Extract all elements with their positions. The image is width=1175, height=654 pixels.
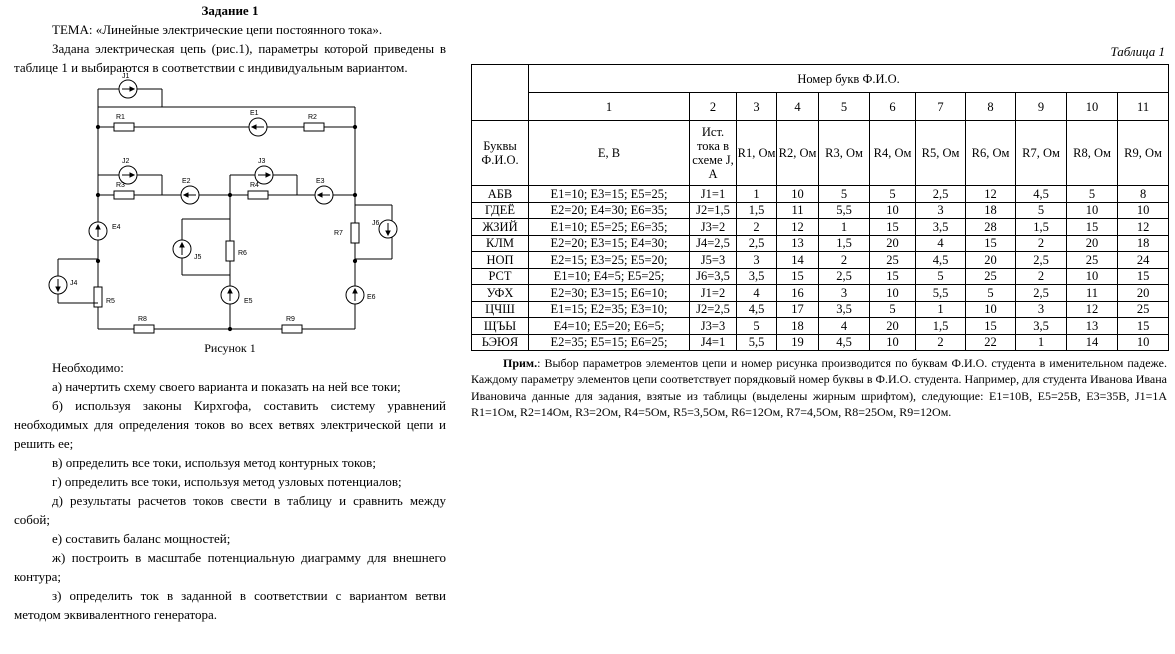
table-cell: 10 <box>870 202 916 219</box>
table-row <box>472 186 1169 203</box>
table-row <box>472 235 1169 252</box>
table-row <box>472 334 1169 351</box>
column-number: 1 <box>529 93 690 121</box>
table-cell: 3 <box>1016 301 1067 318</box>
table-cell: 20 <box>870 235 916 252</box>
table-cell: 5 <box>819 186 870 203</box>
table-cell: 18 <box>966 202 1016 219</box>
note-text: : Выбор параметров элементов цепи и номер рисунка производится по буквам Ф.И.О. студента в именительном падеже. Каждому параметру элементов цепи соответствует порядковый номер буквы в Ф.И.О. студента. Например, для студента Иванова Ивана Ивановича данные для задания, взятые из таблицы (выделены жирным шрифтом), следующие: Е1=10В, Е5=25В, Е3=35В, J1=1А R1=1Ом, R2=14Ом, R3=2Ом, R4=5Ом, R5=3,5Ом, R6=12Ом, R7=4,5Ом, R8=25Ом, R9=12Ом. <box>471 356 1167 420</box>
assignment-intro: Задана электрическая цепь (рис.1), параметры которой приведены в таблице 1 и выбираются в соответствии с индивидуальным вариантом. <box>14 41 446 75</box>
label-R3: R3 <box>116 182 125 189</box>
table-cell: 2,5 <box>1016 252 1067 269</box>
table-cell: 20 <box>1067 235 1118 252</box>
table-cell: 1,5 <box>819 235 870 252</box>
table-cell: ЩЪЫ <box>472 318 529 335</box>
table-cell: 15 <box>777 268 819 285</box>
requirement-item: а) начертить схему своего варианта и показать на ней все токи; <box>52 379 401 394</box>
table-cell: 10 <box>870 334 916 351</box>
table-cell: 3,5 <box>916 219 966 236</box>
table-cell: 2,5 <box>1016 285 1067 302</box>
table-cell: 25 <box>1067 252 1118 269</box>
column-header: Е, В <box>529 121 690 186</box>
table-cell: 10 <box>1118 202 1169 219</box>
requirement-item: г) определить все токи, используя метод узловых потенциалов; <box>52 474 402 489</box>
table-cell: 25 <box>966 268 1016 285</box>
label-J5: J5 <box>194 254 202 261</box>
label-J2: J2 <box>122 158 130 165</box>
table-cell: 22 <box>966 334 1016 351</box>
table-cell: J4=2,5 <box>690 235 737 252</box>
label-E6: E6 <box>367 294 376 301</box>
table-cell: 14 <box>777 252 819 269</box>
table-cell: 15 <box>966 318 1016 335</box>
table-cell: ГДЕЁ <box>472 202 529 219</box>
table-cell: 4,5 <box>1016 186 1067 203</box>
label-R8: R8 <box>138 316 147 323</box>
label-R2: R2 <box>308 114 317 121</box>
table-row <box>472 285 1169 302</box>
table-cell: 1 <box>916 301 966 318</box>
table-cell: 12 <box>966 186 1016 203</box>
table-cell: 16 <box>777 285 819 302</box>
table-cell: 25 <box>870 252 916 269</box>
label-R7: R7 <box>334 230 343 237</box>
table-cell: 5 <box>737 318 777 335</box>
table-cell: 12 <box>1067 301 1118 318</box>
requirement-item: ж) построить в масштабе потенциальную диаграмму для внешнего контура; <box>14 550 446 584</box>
table-cell: 5 <box>870 186 916 203</box>
column-number: 3 <box>737 93 777 121</box>
table-cell: J5=3 <box>690 252 737 269</box>
label-J3: J3 <box>258 158 266 165</box>
table-cell: 2,5 <box>916 186 966 203</box>
table-cell: 5,5 <box>916 285 966 302</box>
table-cell: 2 <box>1016 268 1067 285</box>
table-cell: 2,5 <box>819 268 870 285</box>
note <box>471 355 1169 421</box>
table-row <box>472 219 1169 236</box>
table-cell: РСТ <box>472 268 529 285</box>
group-header: Номер букв Ф.И.О. <box>529 65 1169 93</box>
label-J4: J4 <box>70 280 78 287</box>
table-cell: 5,5 <box>737 334 777 351</box>
table-cell: J2=1,5 <box>690 202 737 219</box>
table-cell: 5 <box>916 268 966 285</box>
table-cell: 10 <box>1067 202 1118 219</box>
table-cell: 10 <box>1067 268 1118 285</box>
assignment-theme: ТЕМА: «Линейные электрические цепи постоянного тока». <box>52 22 383 37</box>
table-cell: J6=3,5 <box>690 268 737 285</box>
label-R5: R5 <box>106 298 115 305</box>
table-cell: 24 <box>1118 252 1169 269</box>
label-R1: R1 <box>116 114 125 121</box>
table-cell: 11 <box>1067 285 1118 302</box>
table-cell: 18 <box>777 318 819 335</box>
table-cell: 10 <box>966 301 1016 318</box>
column-number: 8 <box>966 93 1016 121</box>
table-cell: 15 <box>1118 318 1169 335</box>
requirement-item: е) составить баланс мощностей; <box>52 531 231 546</box>
table-cell: 19 <box>777 334 819 351</box>
table-cell: ЬЭЮЯ <box>472 334 529 351</box>
table-cell: 4 <box>819 318 870 335</box>
table-cell: J3=3 <box>690 318 737 335</box>
corner-cell <box>472 65 529 121</box>
table-cell: 12 <box>1118 219 1169 236</box>
table-cell: НОП <box>472 252 529 269</box>
label-R4: R4 <box>250 182 259 189</box>
table-cell: 5 <box>1016 202 1067 219</box>
table-cell: КЛМ <box>472 235 529 252</box>
table-cell: 3 <box>819 285 870 302</box>
figure-caption: Рисунок 1 <box>204 341 256 355</box>
table-cell: 18 <box>1118 235 1169 252</box>
table-cell: Е2=15; Е3=25; Е5=20; <box>529 252 690 269</box>
table-cell: 11 <box>777 202 819 219</box>
table-cell: 3 <box>737 252 777 269</box>
column-header: R3, Ом <box>819 121 870 186</box>
label-E4: E4 <box>112 224 121 231</box>
column-header: R9, Ом <box>1118 121 1169 186</box>
table-cell: 10 <box>870 285 916 302</box>
column-number: 10 <box>1067 93 1118 121</box>
column-number: 2 <box>690 93 737 121</box>
table-cell: 1,5 <box>737 202 777 219</box>
table-cell: 2 <box>916 334 966 351</box>
label-E1: E1 <box>250 110 259 117</box>
table-cell: УФХ <box>472 285 529 302</box>
table-cell: 20 <box>870 318 916 335</box>
requirements-heading: Необходимо: <box>52 360 124 375</box>
table-cell: Е2=35; Е5=15; Е6=25; <box>529 334 690 351</box>
table-cell: ЖЗИЙ <box>472 219 529 236</box>
table-cell: 10 <box>777 186 819 203</box>
table-caption: Таблица 1 <box>1110 44 1165 59</box>
column-number: 6 <box>870 93 916 121</box>
table-cell: Е1=10; Е4=5; Е5=25; <box>529 268 690 285</box>
parameters-table <box>471 64 1169 351</box>
table-cell: Е2=20; Е4=30; Е6=35; <box>529 202 690 219</box>
table-cell: 15 <box>870 268 916 285</box>
table-cell: 1 <box>737 186 777 203</box>
table-cell: 13 <box>777 235 819 252</box>
table-cell: 1,5 <box>916 318 966 335</box>
table-cell: 13 <box>1067 318 1118 335</box>
label-J1: J1 <box>122 73 130 80</box>
table-cell: 1,5 <box>1016 219 1067 236</box>
label-R9: R9 <box>286 316 295 323</box>
table-cell: J1=2 <box>690 285 737 302</box>
table-cell: 3,5 <box>819 301 870 318</box>
table-cell: АБВ <box>472 186 529 203</box>
table-cell: 15 <box>1067 219 1118 236</box>
requirement-item: б) используя законы Кирхгофа, составить систему уравнений необходимых для определения токов во всех ветвях электрической цепи и решить ее; <box>14 398 446 451</box>
table-cell: Е1=10; Е3=15; Е5=25; <box>529 186 690 203</box>
table-cell: 2 <box>1016 235 1067 252</box>
label-E2: E2 <box>182 178 191 185</box>
table-cell: 15 <box>966 235 1016 252</box>
requirements <box>14 358 446 624</box>
circuit-diagram <box>42 73 382 341</box>
table-cell: J3=2 <box>690 219 737 236</box>
assignment-column <box>14 0 446 624</box>
table-cell: 17 <box>777 301 819 318</box>
column-number: 4 <box>777 93 819 121</box>
table-cell: 2 <box>819 252 870 269</box>
table-cell: 20 <box>966 252 1016 269</box>
table-cell: 20 <box>1118 285 1169 302</box>
table-row <box>472 252 1169 269</box>
label-E5: E5 <box>244 298 253 305</box>
table-cell: Е1=15; Е2=35; Е3=10; <box>529 301 690 318</box>
table-cell: 8 <box>1118 186 1169 203</box>
assignment-title: Задание 1 <box>201 3 259 18</box>
requirement-item: з) определить ток в заданной в соответствии с вариантом ветви методом эквивалентного генератора. <box>14 588 446 622</box>
table-cell: 3,5 <box>1016 318 1067 335</box>
table-cell: Е2=20; Е3=15; Е4=30; <box>529 235 690 252</box>
column-header: R1, Ом <box>737 121 777 186</box>
table-cell: ЦЧШ <box>472 301 529 318</box>
table-cell: J1=1 <box>690 186 737 203</box>
table-cell: 5 <box>966 285 1016 302</box>
column-header: R2, Ом <box>777 121 819 186</box>
table-cell: 5 <box>1067 186 1118 203</box>
table-cell: 3 <box>916 202 966 219</box>
column-number: 11 <box>1118 93 1169 121</box>
table-cell: 4,5 <box>916 252 966 269</box>
table-cell: 5,5 <box>819 202 870 219</box>
table-cell: 1 <box>819 219 870 236</box>
table-cell: J2=2,5 <box>690 301 737 318</box>
table-cell: 14 <box>1067 334 1118 351</box>
table-cell: 4,5 <box>737 301 777 318</box>
label-R6: R6 <box>238 250 247 257</box>
table-cell: 2 <box>737 219 777 236</box>
table-column <box>471 44 1169 421</box>
table-cell: 28 <box>966 219 1016 236</box>
table-cell: 1 <box>1016 334 1067 351</box>
column-number: 7 <box>916 93 966 121</box>
table-cell: 15 <box>1118 268 1169 285</box>
row-label-header: Буквы Ф.И.О. <box>472 121 529 186</box>
column-header: R8, Ом <box>1067 121 1118 186</box>
requirement-item: в) определить все токи, используя метод контурных токов; <box>52 455 376 470</box>
table-cell: 12 <box>777 219 819 236</box>
table-cell: Е4=10; Е5=20; Е6=5; <box>529 318 690 335</box>
table-cell: Е1=10; Е5=25; Е6=35; <box>529 219 690 236</box>
column-header: R5, Ом <box>916 121 966 186</box>
table-cell: J4=1 <box>690 334 737 351</box>
column-header: R7, Ом <box>1016 121 1067 186</box>
table-cell: 25 <box>1118 301 1169 318</box>
table-row <box>472 202 1169 219</box>
column-number: 9 <box>1016 93 1067 121</box>
table-cell: 15 <box>870 219 916 236</box>
table-row <box>472 268 1169 285</box>
label-J6: J6 <box>372 220 380 227</box>
note-label: Прим. <box>503 356 538 370</box>
table-cell: 4 <box>737 285 777 302</box>
table-row <box>472 301 1169 318</box>
requirement-item: д) результаты расчетов токов свести в таблицу и сравнить между собой; <box>14 493 446 527</box>
table-cell: 3,5 <box>737 268 777 285</box>
column-header: Ист. тока в схеме J, А <box>690 121 737 186</box>
table-cell: 5 <box>870 301 916 318</box>
table-row <box>472 318 1169 335</box>
column-number: 5 <box>819 93 870 121</box>
table-cell: Е2=30; Е3=15; Е6=10; <box>529 285 690 302</box>
table-cell: 4,5 <box>819 334 870 351</box>
column-header: R6, Ом <box>966 121 1016 186</box>
column-header: R4, Ом <box>870 121 916 186</box>
table-cell: 4 <box>916 235 966 252</box>
table-cell: 10 <box>1118 334 1169 351</box>
table-cell: 2,5 <box>737 235 777 252</box>
label-E3: E3 <box>316 178 325 185</box>
